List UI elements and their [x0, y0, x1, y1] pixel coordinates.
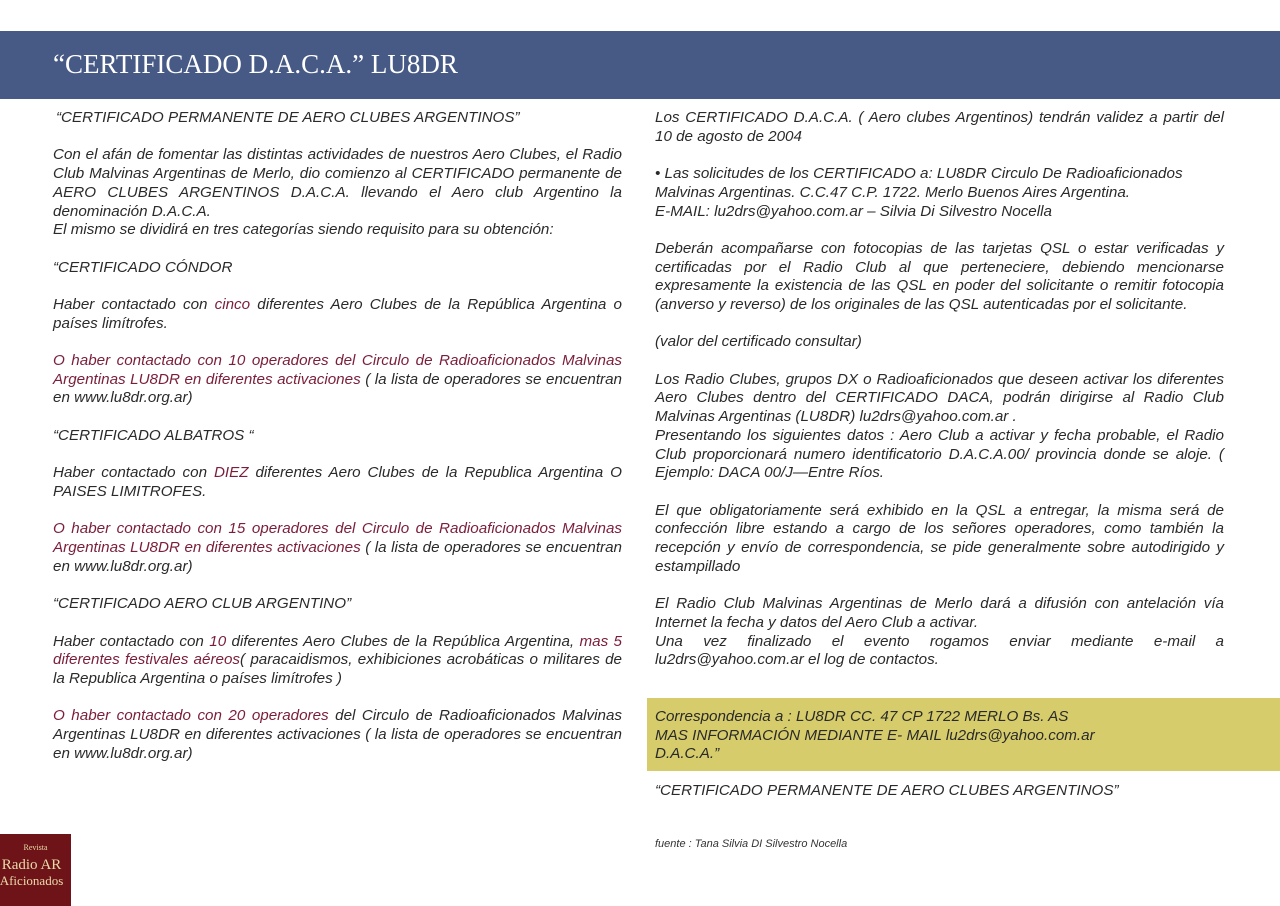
condor-p1-text: Haber contactado con — [53, 295, 215, 313]
right-column — [655, 109, 1224, 689]
condor-requirement-2 — [53, 352, 622, 408]
albatros-p2-text: ( la lista de operadores se encuentran en www.lu8dr.org.ar) — [53, 539, 622, 575]
activation-paragraph — [655, 371, 1224, 483]
application-address: • Las solicitudes de los CERTIFICADO a: LU8DR Circulo De Radioaficionados Malvinas Argentinas. C.C.47 C.P. 1722. Merlo Buenos Aires Argentina. — [655, 165, 1183, 201]
intro-text: Con el afán de fomentar las distintas actividades de nuestros Aero Clubes, el Radio Club Malvinas Argentinas de Merlo, dio comienzo al CERTIFICADO permanente de AERO CLUBES ARGENTINOS D.A.C.A. llevando el Aero club Argentino la denominación D.A.C.A. — [53, 146, 622, 220]
albatros-title: “CERTIFICADO ALBATROS “ — [53, 426, 254, 444]
albatros-p1-text: Haber contactado con — [53, 464, 214, 482]
intro-text-2: El mismo se dividirá en tres categorías siendo requisito para su obtención: — [53, 221, 554, 239]
albatros-p1-text-2: diferentes Aero Clubes de la Republica Argentina O PAISES LIMITROFES. — [53, 464, 622, 500]
activation-text: Los Radio Clubes, grupos DX o Radioaficionados que deseen activar los diferentes Aero Clubes dentro del CERTIFICADO DACA, podrán dirigirse al Radio Club Malvinas Argentinas (LU8DR) lu2drs@yahoo.com.ar . — [655, 370, 1224, 426]
exhibit-paragraph: El que obligatoriamente será exhibido en la QSL a entregar, la misma será de confección libre estando a cargo de los señores operadores, como también la recepción y envío de correspondencia, se pide generalmente sobre autodirigido y estampillado — [655, 501, 1224, 575]
application-paragraph — [655, 165, 1224, 221]
logo-line-1: Revista — [23, 843, 48, 852]
albatros-requirement-2 — [53, 520, 622, 576]
activation-text-2: Presentando los siguientes datos : Aero Club a activar y fecha probable, el Radio Club proporcionará numero identificatorio D.A.C.A.00/ provincia donde se aloje. ( Ejemplo: DACA 00/J—Entre Ríos. — [655, 426, 1224, 482]
magazine-logo — [0, 834, 71, 906]
condor-p2-highlight: O haber contactado con 10 operadores del Circulo de Radioaficionados Malvinas Argentinas LU8DR en diferentes activaciones — [53, 352, 622, 388]
aero-p2-text: del Circulo de Radioaficionados Malvinas Argentinas LU8DR en diferentes activaciones ( la lista de operadores se encuentran en www.lu8dr.org.ar) — [53, 707, 622, 762]
aero-p1-text: Haber contactado con — [53, 632, 210, 650]
condor-requirement-1 — [53, 296, 622, 333]
aero-p1-highlight-2: mas 5 diferentes festivales aéreos — [53, 632, 622, 669]
page-header — [0, 31, 1280, 99]
aero-p1-text-3: ( paracaidismos, exhibiciones acrobáticas o militares de la Republica Argentina o países limítrofes ) — [53, 651, 622, 687]
contact-box — [647, 698, 1280, 771]
page-title: “CERTIFICADO D.A.C.A.” LU8DR — [53, 49, 458, 79]
aero-club-title: “CERTIFICADO AERO CLUB ARGENTINO” — [53, 595, 352, 613]
aero-p1-text-2: diferentes Aero Clubes de la República Argentina, — [226, 632, 580, 650]
contact-line-3: D.A.C.A.” — [655, 745, 720, 763]
logo-line-3: Aficionados — [0, 873, 64, 888]
price-note: (valor del certificado consultar) — [655, 333, 862, 351]
left-column — [53, 109, 622, 782]
aero-p1-highlight: 10 — [209, 632, 227, 650]
closing-line: “CERTIFICADO PERMANENTE DE AERO CLUBES ARGENTINOS” — [655, 782, 1119, 799]
application-email: E-MAIL: lu2drs@yahoo.com.ar – Silvia Di Silvestro Nocella — [655, 202, 1052, 220]
left-subtitle: “CERTIFICADO PERMANENTE DE AERO CLUBES ARGENTINOS” — [56, 109, 520, 126]
diffusion-text-2: Una vez finalizado el evento rogamos enviar mediante e-mail a lu2drs@yahoo.com.ar el log de contactos. — [655, 632, 1224, 669]
condor-p1-text-2: diferentes Aero Clubes de la República Argentina o países limítrofes. — [53, 295, 622, 332]
diffusion-paragraph — [655, 595, 1224, 670]
contact-line-2: MAS INFORMACIÓN MEDIANTE E- MAIL lu2drs@yahoo.com.ar — [655, 726, 1095, 744]
contact-text — [655, 708, 1095, 764]
aero-requirement-1 — [53, 633, 622, 689]
intro-paragraph — [53, 146, 622, 240]
condor-p1-highlight: cinco — [214, 295, 251, 313]
albatros-p2-highlight: O haber contactado con 15 operadores del Circulo de Radioaficionados Malvinas Argentinas LU8DR en diferentes activaciones — [53, 520, 622, 557]
condor-p2-text: ( la lista de operadores se encuentran en www.lu8dr.org.ar) — [53, 370, 622, 407]
condor-title: “CERTIFICADO CÓNDOR — [53, 258, 233, 276]
albatros-requirement-1 — [53, 464, 622, 501]
diffusion-text: El Radio Club Malvinas Argentinas de Merlo dará a difusión con antelación vía Internet la fecha y datos del Aero Club a activar. — [655, 595, 1224, 631]
albatros-p1-highlight: DIEZ — [213, 464, 249, 482]
qsl-paragraph: Deberán acompañarse con fotocopias de las tarjetas QSL o estar verificadas y certificadas por el Radio Club al que perteneciere, debiendo mencionarse expresamente la existencia de las QSL en poder del solicitante o remitir fotocopia (anverso y reverso) de los originales de las QSL autenticadas por el solicitante. — [655, 239, 1224, 313]
aero-requirement-2 — [53, 707, 622, 763]
contact-line-1: Correspondencia a : LU8DR CC. 47 CP 1722 MERLO Bs. AS — [655, 708, 1069, 725]
validity-paragraph: Los CERTIFICADO D.A.C.A. ( Aero clubes Argentinos) tendrán validez a partir del 10 de agosto de 2004 — [655, 109, 1224, 145]
aero-p2-highlight: O haber contactado con 20 operadores — [53, 707, 329, 725]
logo-line-2: Radio AR — [1, 857, 62, 873]
source-credit: fuente : Tana Silvia DI Silvestro Nocella — [655, 838, 848, 850]
